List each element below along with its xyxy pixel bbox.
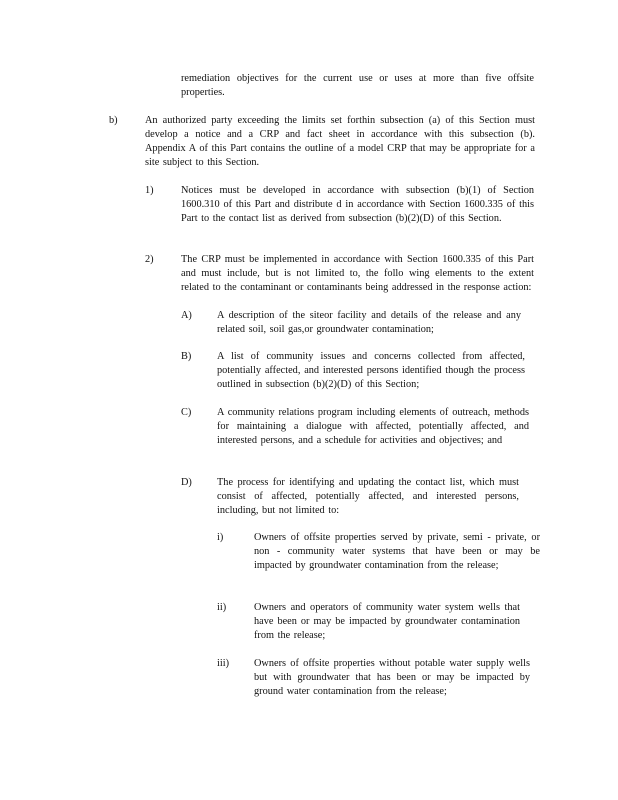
roman-item-label: iii) [217,658,230,669]
sub-item-label: D) [181,477,192,488]
sub-item-text: A list of community issues and concerns collected from affected, potentially affected, and interested persons identified though the process outlined in subsection (b)(2)(D) of this Section; [217,351,525,390]
sub-item-label: C) [181,407,192,418]
intro-paragraph: remediation objectives for the current use or uses at more than five offsite properties. [181,73,534,98]
item-1-label: 1) [145,185,154,196]
sub-item-text: The process for identifying and updating the contact list, which must consist of affected, potentially affected, and interested persons, including, but not limited to: [217,477,519,516]
section-b-paragraph: An authorized party exceeding the limits set forthin subsection (a) of this Section must develop a notice and a CRP and fact sheet in accordance with this subsection (b). Appendix A of this Part contains the outline of a model CRP that may be appropriate for a site subject to this Section. [145,115,535,168]
sub-item-label: B) [181,351,192,362]
roman-item-text: Owners of offsite properties without potable water supply wells but with groundwater that has been or may be impacted by ground water contamination from the release; [254,658,530,697]
roman-item-label: i) [217,532,224,543]
roman-item-text: Owners and operators of community water system wells that have been or may be impacted by groundwater contamination from the release; [254,602,520,641]
sub-item-text: A description of the siteor facility and details of the release and any related soil, soil gas,or groundwater contamination; [217,310,521,335]
section-b-label: b) [109,115,118,126]
item-2-paragraph: The CRP must be implemented in accordance with Section 1600.335 of this Part and must include, but is not limited to, the follo wing elements to the extent related to the contaminant or contaminants being addressed in the response action: [181,254,534,293]
item-1-paragraph: Notices must be developed in accordance with subsection (b)(1) of Section 1600.310 of this Part and distribute d in accordance with Section 1600.335 of this Part to the contact list as derived from subsection (b)(2)(D) of this Section. [181,185,534,224]
sub-item-text: A community relations program including elements of outreach, methods for maintaining a dialogue with affected, potentially affected, and interested persons, and a schedule for activities and objectives; and [217,407,529,446]
sub-item-label: A) [181,310,192,321]
roman-item-text: Owners of offsite properties served by private, semi - private, or non - community water systems that have been or may be impacted by groundwater contamination from the release; [254,532,540,571]
item-2-label: 2) [145,254,154,265]
roman-item-label: ii) [217,602,227,613]
